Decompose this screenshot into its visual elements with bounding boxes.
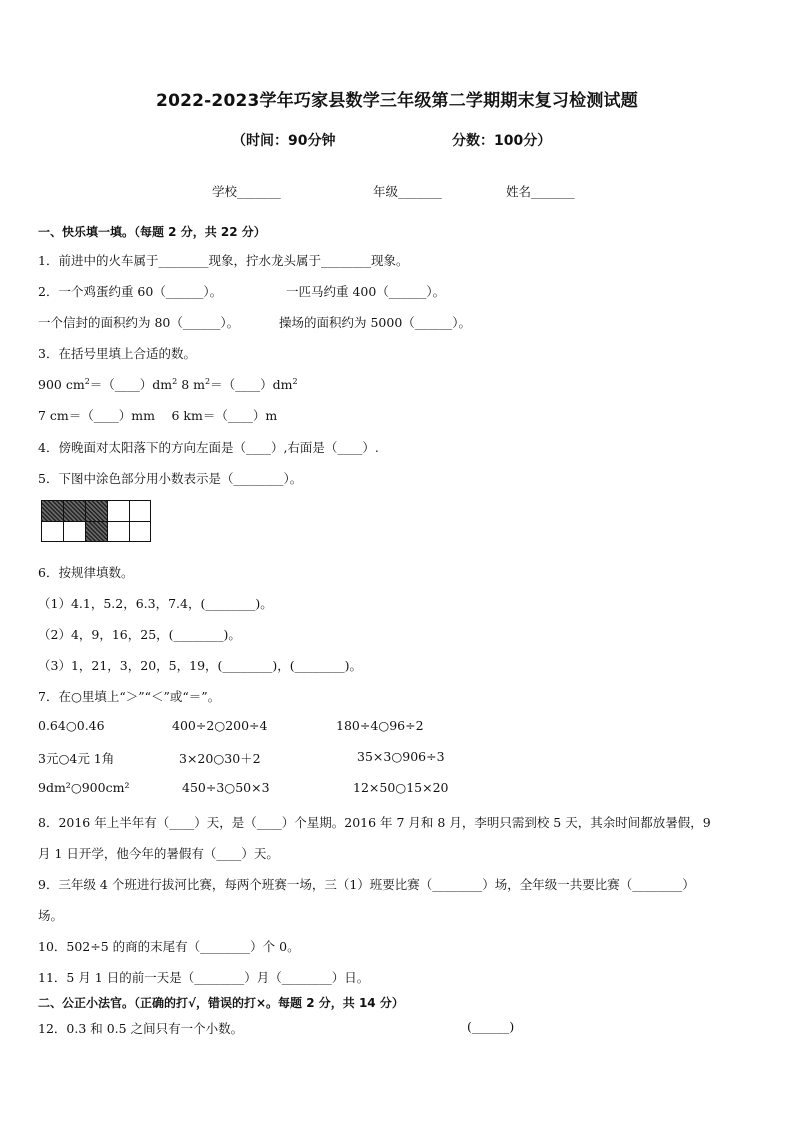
answer-blank[interactable]: (______) (467, 1019, 515, 1034)
question-11: 11．5 月 1 日的前一天是（________）月（________）日。 (38, 970, 370, 985)
superscript-2: 2 (84, 376, 90, 386)
q7-item: 3元○4元 1角 (38, 751, 115, 766)
grade-field[interactable]: 年级_______ (373, 184, 442, 199)
grid-cell-shaded (86, 501, 108, 521)
q7-item: 3×20○30＋2 (179, 751, 261, 766)
grid-cell-shaded (42, 501, 64, 521)
question-9-line-2: 场。 (38, 908, 64, 923)
section-1-heading: 一、快乐填一填。（每题 2 分，共 22 分） (38, 225, 266, 239)
superscript-2: 2 (205, 376, 211, 386)
question-4: 4．傍晚面对太阳落下的方向左面是（____）,右面是（____）. (38, 440, 379, 455)
q3a-part-1: 900 cm (38, 377, 85, 392)
question-6: 6．按规律填数。 (38, 565, 134, 580)
q7-item: 180÷4○96÷2 (336, 718, 424, 733)
question-7: 7．在○里填上“＞”“＜”或“＝”。 (38, 689, 221, 704)
shaded-grid-figure (41, 500, 151, 542)
q7-item: 0.64○0.46 (38, 718, 105, 733)
question-2-egg: 2．一个鸡蛋约重 60（______）。 (38, 284, 223, 299)
question-6-part-1: （1）4.1，5.2，6.3，7.4，(________)。 (38, 596, 273, 611)
question-3-row-1 (38, 375, 298, 393)
question-5: 5．下图中涂色部分用小数表示是（________）。 (38, 471, 303, 486)
name-field[interactable]: 姓名_______ (506, 184, 575, 199)
grid-cell-shaded (86, 521, 108, 541)
q7-item: 9dm²○900cm² (38, 780, 130, 795)
q7-item: 400÷2○200÷4 (172, 718, 268, 733)
q7-item: 12×50○15×20 (353, 780, 449, 795)
question-2-envelope: 一个信封的面积约为 80（______）。 (38, 315, 240, 330)
q3a-part-2: ＝（____）dm (89, 377, 173, 392)
question-9-line-1: 9．三年级 4 个班进行拔河比赛，每两个班赛一场，三（1）班要比赛（________）场，全年级一共要比赛（________） (38, 877, 695, 892)
exam-title: 2022-2023学年巧家县数学三年级第二学期期末复习检测试题 (156, 91, 638, 111)
grid-divider (42, 521, 150, 522)
exam-score: 分数：100分） (452, 133, 552, 149)
exam-time: （时间：90分钟 (232, 133, 336, 149)
question-3-row-2: 7 cm＝（____）mm 6 km＝（____）m (38, 408, 278, 423)
question-1: 1．前进中的火车属于________现象，拧水龙头属于________现象。 (38, 253, 409, 268)
q3a-part-3: 8 m (177, 377, 205, 392)
q7-item: 450÷3○50×3 (182, 780, 270, 795)
question-2-horse: 一匹马约重 400（______）。 (286, 284, 446, 299)
question-8-line-1: 8．2016 年上半年有（____）天，是（____）个星期。2016 年 7 月和 8 月，李明只需到校 5 天，其余时间都放暑假，9 (38, 815, 711, 830)
school-field[interactable]: 学校_______ (212, 184, 281, 199)
question-8-line-2: 月 1 日开学，他今年的暑假有（____）天。 (38, 846, 279, 861)
section-2-heading: 二、公正小法官。（正确的打√，错误的打×。每题 2 分，共 14 分） (38, 996, 404, 1010)
q3a-part-4: ＝（____）dm (210, 377, 293, 392)
question-6-part-3: （3）1，21，3，20，5，19，(________)，(________)。 (38, 658, 363, 673)
grid-cell-shaded (64, 501, 86, 521)
superscript-2: 2 (172, 376, 178, 386)
question-3: 3．在括号里填上合适的数。 (38, 346, 196, 361)
question-10: 10．502÷5 的商的末尾有（________）个 0。 (38, 939, 300, 954)
question-2-playground: 操场的面积约为 5000（______）。 (279, 315, 472, 330)
question-6-part-2: （2）4，9，16，25，(________)。 (38, 627, 241, 642)
superscript-2: 2 (292, 376, 298, 386)
q7-item: 35×3○906÷3 (357, 749, 445, 764)
question-12: 12．0.3 和 0.5 之间只有一个小数。 (38, 1021, 244, 1036)
